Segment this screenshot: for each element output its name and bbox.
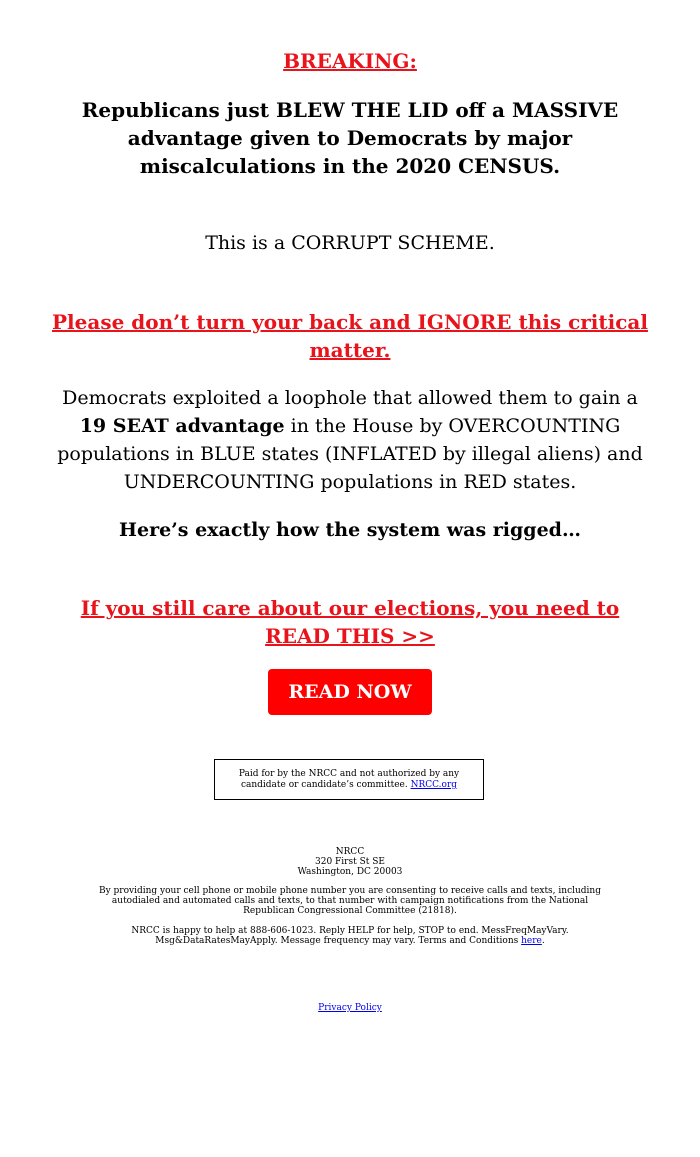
sms-consent-text: By providing your cell phone or mobile phone number you are consenting to receive calls and texts, including autodialed and automated calls and texts, to that number with campaign notifications from the National Republican Congressional Committee (21818). — [98, 886, 601, 916]
read-this-link[interactable]: If you still care about our elections, you need to READ THIS >> — [80, 596, 620, 648]
help-text-body: NRCC is happy to help at 888-606-1023. Reply HELP for help, STOP to end. MessFreqMayVary. Msg&DataRatesMayApply. Message frequency may vary. Terms and Conditions — [131, 926, 569, 946]
plea-link[interactable]: Please don’t turn your back and IGNORE this critical matter. — [52, 310, 648, 362]
help-text-end: . — [541, 936, 545, 946]
privacy-policy-link[interactable]: Privacy Policy — [318, 1003, 382, 1013]
body-text-part1: Democrats exploited a loophole that allowed them to gain a — [62, 387, 638, 409]
headline: Republicans just BLEW THE LID off a MASSIVE advantage given to Democrats by major miscalculations in the 2020 CENSUS. — [81, 98, 619, 178]
help-text — [95, 926, 605, 946]
read-now-button[interactable]: READ NOW — [268, 669, 432, 715]
footer-address — [0, 847, 700, 877]
rigged-heading: Here’s exactly how the system was rigged… — [119, 519, 581, 541]
terms-here-link[interactable]: here — [521, 936, 542, 946]
nrcc-org-link[interactable]: NRCC.org — [410, 780, 458, 790]
body-text-bold: 19 SEAT advantage — [79, 415, 285, 437]
disclaimer-text: Paid for by the NRCC and not authorized by any candidate or candidate’s committee. — [238, 769, 460, 790]
body-text-part2: in the House by OVERCOUNTING populations in BLUE states (INFLATED by illegal aliens) and UNDERCOUNTING populations in RED states. — [57, 415, 643, 493]
footer-city: Washington, DC 20003 — [297, 867, 403, 877]
body-paragraph — [55, 384, 645, 496]
paid-for-disclaimer — [214, 759, 484, 800]
footer-org: NRCC — [335, 847, 365, 857]
breaking-heading: BREAKING: — [283, 49, 417, 73]
corrupt-scheme-text: This is a CORRUPT SCHEME. — [205, 232, 495, 254]
footer-street: 320 First St SE — [315, 857, 385, 867]
privacy-policy-wrap — [0, 1003, 700, 1014]
